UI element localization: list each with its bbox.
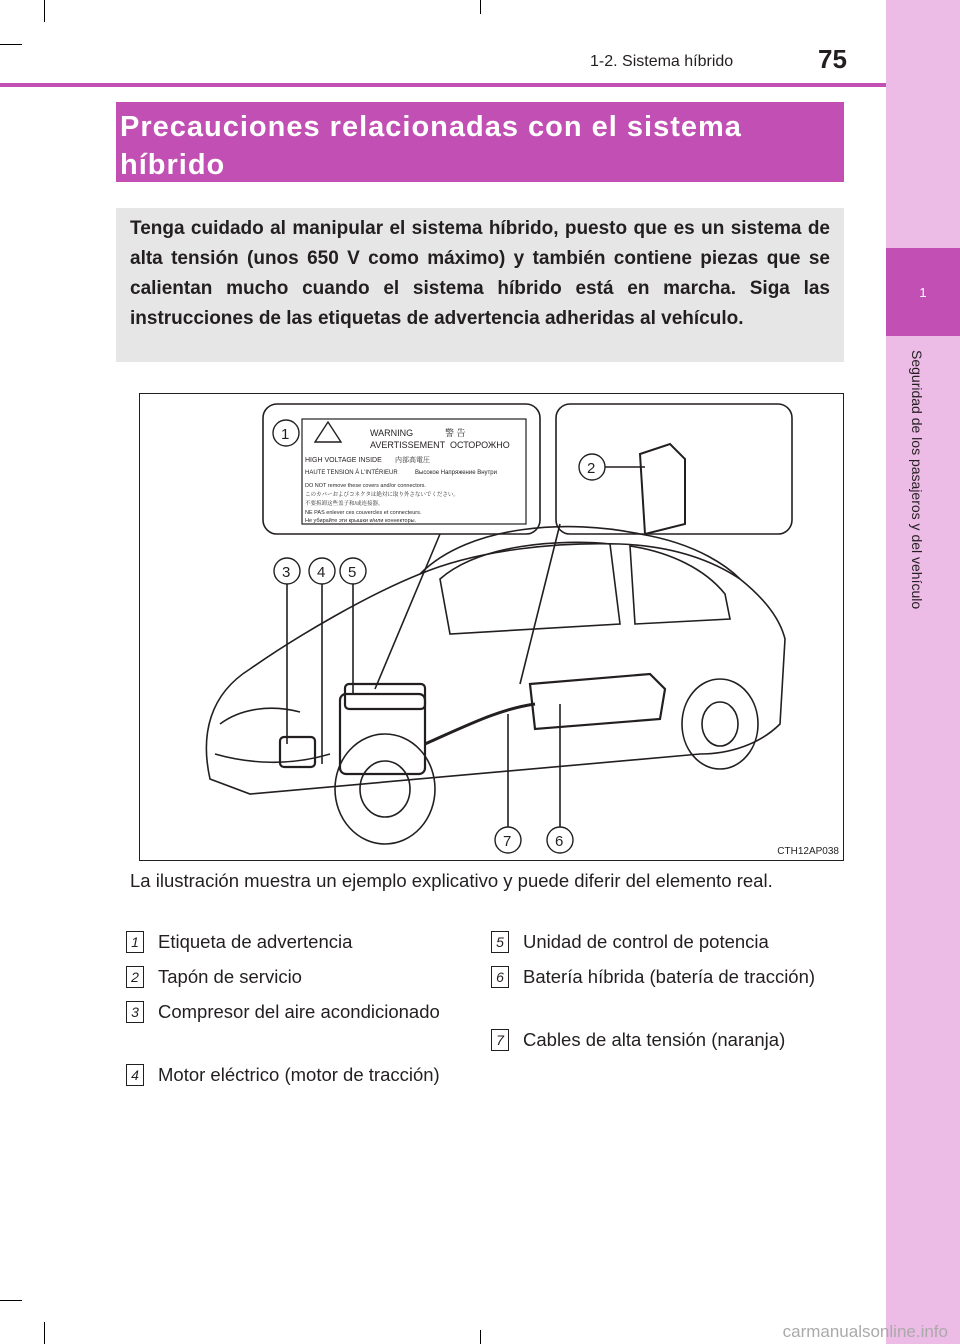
callout-3 (274, 558, 300, 584)
front-wheel (335, 734, 435, 844)
chapter-number: 1 (886, 248, 960, 336)
label-line: 不要拆卸这些盖子和/或连接器。 (305, 501, 384, 507)
label-line: このカバーおよびコネクタは絶対に取り外さないでください。 (305, 492, 459, 498)
callout-5 (340, 558, 366, 584)
watermark: carmanualsonline.info (782, 1322, 948, 1341)
legend-text: Motor eléctrico (motor de tracción) (158, 1064, 440, 1085)
label-line: AVERTISSEMENT (370, 440, 446, 450)
legend-number: 6 (491, 966, 509, 988)
legend-text: Etiqueta de advertencia (158, 931, 353, 952)
callout-1 (273, 420, 299, 446)
label-line: Не убирайте эти крышки и/или коннекторы. (305, 518, 417, 524)
hybrid-battery (530, 674, 665, 729)
car-illustration (140, 394, 843, 860)
figure-caption: La ilustración muestra un ejemplo explicativo y puede diferir del elemento real. (130, 870, 773, 891)
legend-item (491, 961, 837, 993)
label-line: ОСТОРОЖНО (450, 440, 510, 450)
svg-text:7: 7 (503, 833, 512, 850)
hybrid-system-figure (139, 393, 844, 861)
hv-cable (425, 704, 535, 744)
svg-text:4: 4 (317, 564, 326, 581)
chapter-label: Seguridad de los pasajeros y del vehículo (909, 350, 925, 610)
legend-number: 3 (126, 1001, 144, 1023)
callout-6 (547, 827, 573, 853)
legend-item (126, 926, 464, 958)
label-line: Высокое Напряжение Внутри (415, 470, 497, 476)
front-wheel-hub (360, 761, 410, 817)
svg-text:6: 6 (555, 833, 564, 850)
rear-wheel-hub (702, 702, 738, 746)
callout-2 (579, 454, 605, 480)
legend-number: 4 (126, 1064, 144, 1086)
crop-mark (480, 1330, 481, 1344)
label-line: HIGH VOLTAGE INSIDE (305, 457, 382, 464)
intro-text: Tenga cuidado al manipular el sistema híbrido, puesto que es un sistema de alta tensión (unos 650 V como máximo) y también contiene piezas que se calientan mucho cuando el sistema híbrido está en marcha. Siga las instrucciones de las etiquetas de advertencia adheridas al vehículo. (130, 218, 830, 329)
label-line: 警 告 (445, 428, 466, 438)
legend-text: Batería híbrida (batería de tracción) (523, 966, 816, 987)
pcu-unit (345, 684, 425, 709)
crop-mark (0, 44, 22, 45)
crop-mark (44, 0, 45, 22)
legend-text: Unidad de control de potencia (523, 931, 769, 952)
crop-mark (480, 0, 481, 14)
callout-7 (495, 827, 521, 853)
legend-text: Compresor del aire acondicionado (158, 1001, 440, 1022)
svg-text:2: 2 (587, 460, 596, 477)
legend-number: 7 (491, 1029, 509, 1051)
label-line: NE PAS enlever ces couvercles et connecteurs. (305, 510, 422, 516)
legend-item (126, 961, 464, 993)
warning-triangle-icon (315, 422, 341, 442)
leader-line (375, 534, 440, 689)
headlight (220, 708, 300, 724)
section-title: Precauciones relacionadas con el sistema híbrido (116, 102, 844, 182)
legend-number: 1 (126, 931, 144, 953)
header-rule (0, 83, 886, 87)
grille (215, 754, 330, 762)
label-line: 内部高電圧 (395, 457, 430, 464)
car-window (440, 542, 620, 634)
legend-number: 5 (491, 931, 509, 953)
crop-mark (0, 1300, 22, 1301)
intro-box (116, 208, 844, 362)
label-line: WARNING (370, 428, 414, 438)
service-plug (640, 444, 685, 534)
svg-text:1: 1 (281, 426, 290, 443)
legend-item (491, 1024, 837, 1056)
legend-item (126, 1059, 464, 1091)
legend-text: Tapón de servicio (158, 966, 302, 987)
rear-wheel (682, 679, 758, 769)
legend-item (491, 926, 837, 958)
figure-code: CTH12AP038 (777, 846, 839, 857)
label-line: HAUTE TENSION À L'INTÉRIEUR (305, 470, 398, 476)
legend-number: 2 (126, 966, 144, 988)
header-section: 1-2. Sistema híbrido (590, 53, 734, 70)
label-line: DO NOT remove these covers and/or connectors. (305, 483, 426, 489)
legend-item (126, 996, 464, 1028)
callout-4 (309, 558, 335, 584)
car-window-rear (630, 546, 730, 624)
crop-mark (44, 1322, 45, 1344)
page-number: 75 (818, 44, 847, 74)
svg-text:3: 3 (282, 564, 291, 581)
svg-text:5: 5 (348, 564, 357, 581)
legend-text: Cables de alta tensión (naranja) (523, 1029, 786, 1050)
